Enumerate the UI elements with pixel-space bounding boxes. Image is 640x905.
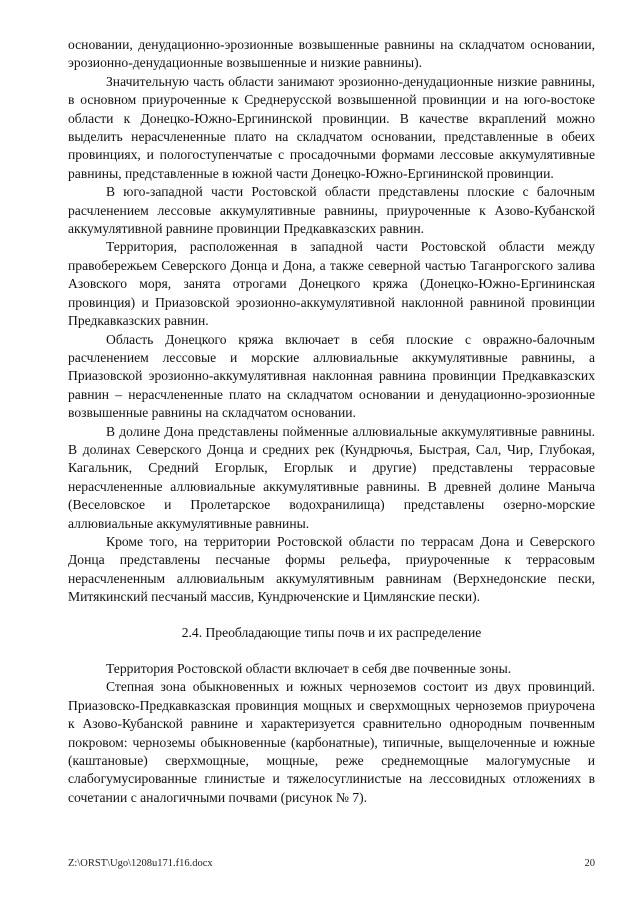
paragraph: Область Донецкого кряжа включает в себя плоские с овражно-балочным расчленением лессовые и морские аллювиальные аккумулятивные равнины, а Приазовской эрозионно-аккумулятивная наклонная равнина провинции Предкавказских равнин – нерасчлененные плато на складчатом основании и денудационно-эрозионные возвышенные равнины на складчатом основании.: [68, 331, 595, 421]
paragraph: Кроме того, на территории Ростовской области по террасам Дона и Северского Донца представлены песчаные формы рельефа, приуроченные к террасовым нерасчлененным аллювиальным аккумулятивным равнинам (Верхнедонские пески, Митякинский песчаный массив, Кундрюченские и Цимлянские пески).: [68, 533, 595, 605]
paragraph: Степная зона обыкновенных и южных черноземов состоит из двух провинций. Приазовско-Предкавказская провинция мощных и сверхмощных черноземов приурочена к Азово-Кубанской равнине и характеризуется сравнительно однородным почвенным покровом: черноземы обыкновенные (карбонатные), типичные, выщелоченные и южные (каштановые) сверхмощные, мощные, реже среднемощные малогумусные и слабогумусированные глинистые и тяжелосуглинистые на лессовидных отложениях в сочетании с аналогичными почвами (рисунок № 7).: [68, 679, 595, 805]
paragraph: В юго-западной части Ростовской области представлены плоские с балочным расчленением лессовые аккумулятивные равнины, приуроченные к Азово-Кубанской аккумулятивной равнине провинции Предкавказских равнин.: [68, 184, 595, 237]
page-number: 20: [584, 858, 595, 869]
paragraph: Территория Ростовской области включает в себя две почвенные зоны.: [106, 661, 512, 676]
paragraph: Территория, расположенная в западной части Ростовской области между правобережьем Северского Донца и Дона, а также северной частью Таганрогского залива Азовского моря, занята отрогами Донецкого кряжа (Донецко-Южно-Ергининская провинция) и Приазовской эрозионно-аккумулятивной наклонной равниной провинции Предкавказских равнин.: [68, 239, 595, 329]
paragraph-continuation: основании, денудационно-эрозионные возвышенные равнины на складчатом основании, эрозионно-денудационные возвышенные и низкие равнины).: [68, 37, 595, 71]
paragraph: Значительную часть области занимают эрозионно-денудационные низкие равнины, в основном приуроченные к Среднерусской возвышенной провинции и на юго-востоке области к Донецко-Южно-Ергининской провинции. В качестве вкраплений можно выделить нерасчлененные плато на складчатом основании, представленные в обеих провинциях, и пологоступенчатые с просадочными формами лессовые аккумулятивные равнины, представленные в южной части Донецко-Южно-Ергининской провинции.: [68, 73, 595, 181]
paragraph: В долине Дона представлены пойменные аллювиальные аккумулятивные равнины. В долинах Северского Донца и средних рек (Кундрючья, Быстрая, Сал, Чир, Глубокая, Кагальник, Средний Егорлык, Егорлык и другие) представлены террасовые нерасчлененные аллювиальные аккумулятивные равнины. В древней долине Маныча (Веселовское и Пролетарское водохранилища) представлены озерно-морские аллювиальные аккумулятивные равнины.: [68, 423, 595, 531]
section-heading: 2.4. Преобладающие типы почв и их распределение: [181, 624, 482, 640]
footer-file-path: Z:\ORST\Ugo\1208u171.f16.docx: [68, 858, 213, 869]
document-body: [68, 36, 595, 807]
